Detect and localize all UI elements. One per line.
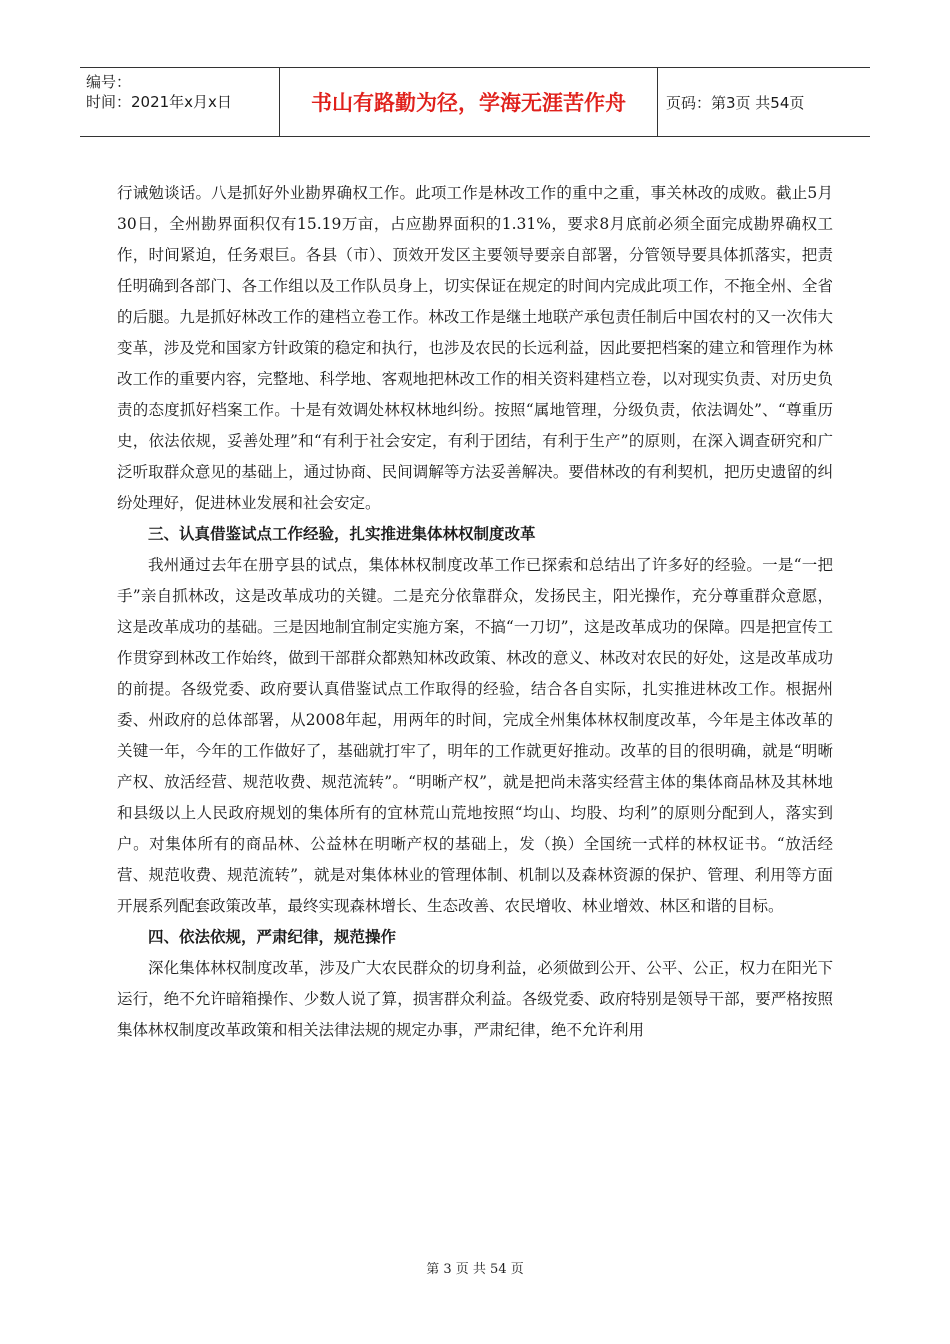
section-heading-4: 四、依法依规，严肃纪律，规范操作	[148, 928, 397, 946]
page-header	[80, 67, 870, 137]
header-motto: 书山有路勤为径，学海无涯苦作舟	[280, 68, 658, 136]
doc-number-label: 编号：	[86, 73, 132, 91]
paragraph-section-3: 我州通过去年在册亨县的试点，集体林权制度改革工作已探索和总结出了许多好的经验。一是“一把手”亲自抓林改，这是改革成功的关键。二是充分依靠群众，发扬民主，阳光操作，充分尊重群众意愿，这是改革成功的基础。三是因地制宜制定实施方案，不搞“一刀切”，这是改革成功的保障。四是把宣传工作贯穿到林改工作始终，做到干部群众都熟知林改政策、林改的意义、林改对农民的好处，这是改革成功的前提。各级党委、政府要认真借鉴试点工作取得的经验，结合各自实际，扎实推进林改工作。根据州委、州政府的总体部署，从2008年起，用两年的时间，完成全州集体林权制度改革，今年是主体改革的关键一年，今年的工作做好了，基础就打牢了，明年的工作就更好推动。改革的目的很明确，就是“明晰产权、放活经营、规范收费、规范流转”。“明晰产权”，就是把尚未落实经营主体的集体商品林及其林地和县级以上人民政府规划的集体所有的宜林荒山荒地按照“均山、均股、均利”的原则分配到人，落实到户。对集体所有的商品林、公益林在明晰产权的基础上，发（换）全国统一式样的林权证书。“放活经营、规范收费、规范流转”，就是对集体林业的管理体制、机制以及森林资源的保护、管理、利用等方面开展系列配套政策改革，最终实现森林增长、生态改善、农民增收、林业增效、林区和谐的目标。	[117, 556, 833, 915]
document-body	[117, 178, 833, 1046]
doc-time-label: 时间：2021年x月x日	[86, 93, 232, 111]
header-page-number: 页码：第3页 共54页	[666, 93, 805, 112]
paragraph-section-4: 深化集体林权制度改革，涉及广大农民群众的切身利益，必须做到公开、公平、公正，权力在阳光下运行，绝不允许暗箱操作、少数人说了算，损害群众利益。各级党委、政府特别是领导干部，要严格按照集体林权制度改革政策和相关法律法规的规定办事，严肃纪律，绝不允许利用	[117, 959, 833, 1039]
paragraph-continued: 行诫勉谈话。八是抓好外业勘界确权工作。此项工作是林改工作的重中之重，事关林改的成败。截止5月30日，全州勘界面积仅有15.19万亩，占应勘界面积的1.31%，要求8月底前必须全面完成勘界确权工作，时间紧迫，任务艰巨。各县（市）、顶效开发区主要领导要亲自部署，分管领导要具体抓落实，把责任明确到各部门、各工作组以及工作队员身上，切实保证在规定的时间内完成此项工作，不拖全州、全省的后腿。九是抓好林改工作的建档立卷工作。林改工作是继土地联产承包责任制后中国农村的又一次伟大变革，涉及党和国家方针政策的稳定和执行，也涉及农民的长远利益，因此要把档案的建立和管理作为林改工作的重要内容，完整地、科学地、客观地把林改工作的相关资料建档立卷，以对现实负责、对历史负责的态度抓好档案工作。十是有效调处林权林地纠纷。按照“属地管理，分级负责，依法调处”、“尊重历史，依法依规，妥善处理”和“有利于社会安定，有利于团结，有利于生产”的原则，在深入调查研究和广泛听取群众意见的基础上，通过协商、民间调解等方法妥善解决。要借林改的有利契机，把历史遗留的纠纷处理好，促进林业发展和社会安定。	[117, 184, 833, 512]
page-footer: 第 3 页 共 54 页	[426, 1262, 524, 1277]
header-meta	[80, 68, 280, 136]
section-heading-3: 三、认真借鉴试点工作经验，扎实推进集体林权制度改革	[148, 525, 536, 543]
